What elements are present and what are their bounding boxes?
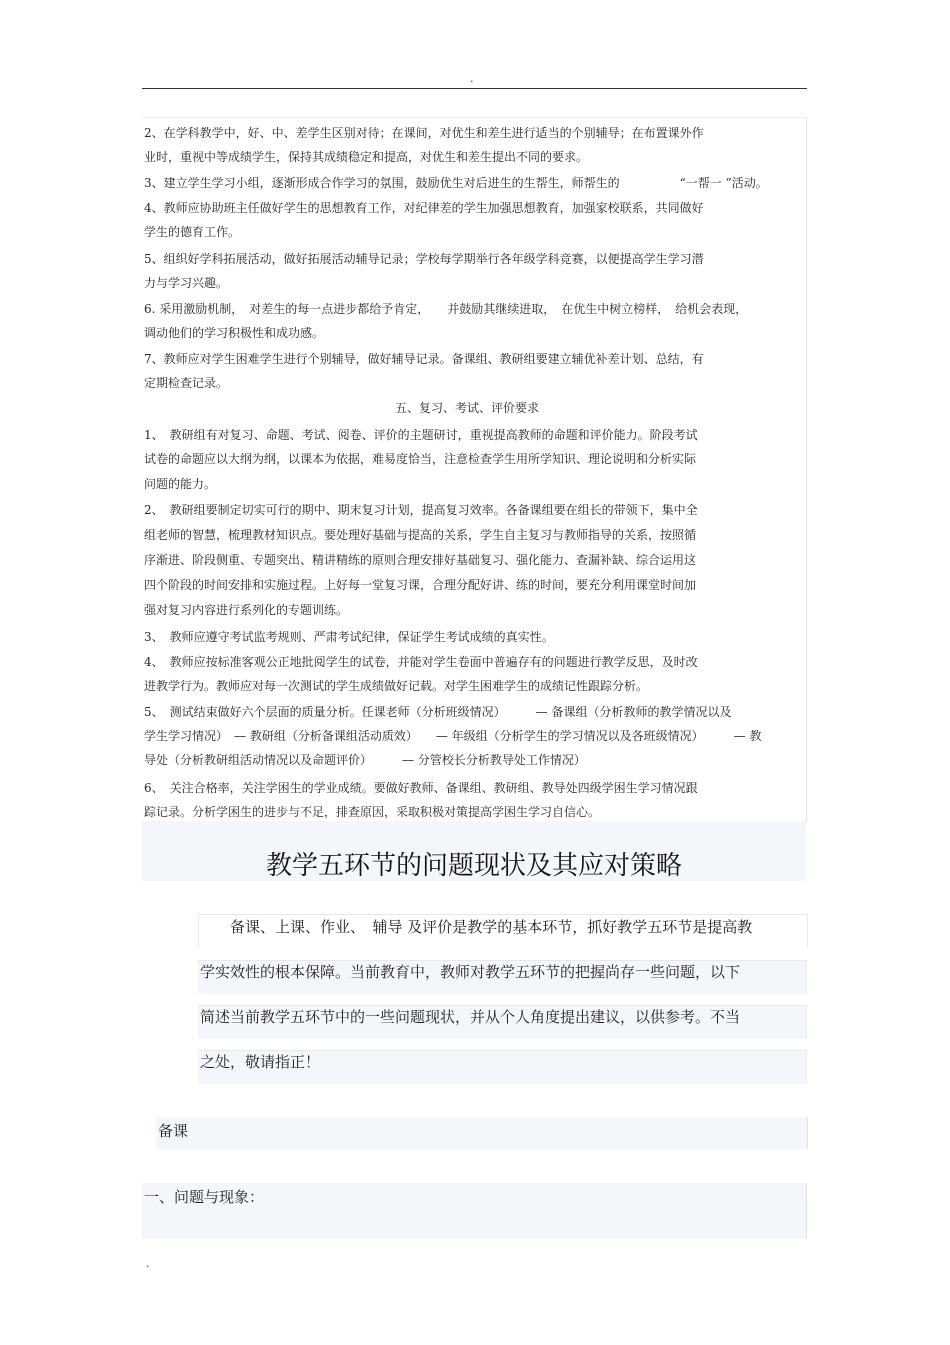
footer-mark: .	[146, 1257, 150, 1270]
intro-paragraph-line: 简述当前教学五环节中的一些问题现状，并从个人角度提出建议，以供参考。不当	[200, 1008, 741, 1026]
text-line: 四个阶段的时间安排和实施过程。上好每一堂复习课，合理分配好讲、练的时间，要充分利用课堂时间加	[144, 578, 697, 592]
intro-paragraph-line: 备课、上课、作业、 辅导 及评价是教学的基本环节，抓好教学五环节是提高教	[200, 918, 753, 936]
text-line: 2、在学科教学中，好、中、差学生区别对待；在课间，对优生和差生进行适当的个别辅导；在布置课外作	[144, 126, 704, 140]
text-line: 定期检查记录。	[144, 376, 229, 390]
text-line: 学生学习情况） — 教研组（分析备课组活动质效） — 年级组（分析学生的学习情况以及各班级情况） — 教	[144, 729, 762, 743]
text-line: 力与学习兴趣。	[144, 276, 229, 290]
text-line: 组老师的智慧，梳理教材知识点。要处理好基础与提高的关系，学生自主复习与教师指导的关系，按照循	[144, 528, 697, 542]
text-line: 踪记录。分析学困生的进步与不足，排查原因，采取积极对策提高学困生学习自信心。	[144, 805, 601, 819]
intro-paragraph-line: 学实效性的根本保障。当前教育中，教师对教学五环节的把握尚存一些问题，以下	[200, 963, 741, 981]
text-line: 导处（分析教研组活动情况以及命题评价） — 分管校长分析教导处工作情况）	[144, 753, 586, 767]
text-line: 2、 教研组要制定切实可行的期中、期末复习计划，提高复习效率。各备课组要在组长的带领下，集中全	[144, 503, 698, 517]
text-line: 6、 关注合格率，关注学困生的学业成绩。要做好教师、备课组、教研组、教导处四级学困生学习情况跟	[144, 781, 698, 795]
text-line: 序渐进、阶段侧重、专题突出、精讲精练的原则合理安排好基础复习、强化能力、查漏补缺、综合运用这	[144, 553, 697, 567]
text-line: 学生的德育工作。	[144, 225, 241, 239]
text-line: 1、 教研组有对复习、命题、考试、阅卷、评价的主题研讨，重视提高教师的命题和评价能力。阶段考试	[144, 428, 698, 442]
text-line: 5、 测试结束做好六个层面的质量分析。任课老师（分析班级情况） — 备课组（分析教师的教学情况以及	[144, 705, 732, 719]
text-line: 3、 教师应遵守考试监考规则、严肃考试纪律，保证学生考试成绩的真实性。	[144, 630, 554, 644]
text-line: 强对复习内容进行系列化的专题训练。	[144, 603, 349, 617]
text-line: 调动他们的学习积极性和成功感。	[144, 326, 325, 340]
subsection-title: 一、问题与现象：	[144, 1188, 265, 1206]
text-line: 问题的能力。	[144, 477, 217, 491]
intro-paragraph-line: 之处，敬请指正！	[200, 1053, 321, 1071]
header-rule	[142, 88, 807, 89]
section-title: 备课	[158, 1122, 189, 1140]
text-line: 7、教师应对学生困难学生进行个别辅导，做好辅导记录。备课组、教研组要建立辅优补差计划、总结，有	[144, 352, 704, 366]
text-line: 6. 采用激励机制， 对差生的每一点进步都给予肯定， 并鼓励其继续进取， 在优生中树立榜样， 给机会表现，	[144, 302, 748, 316]
text-line: 4、 教师应按标准客观公正地批阅学生的试卷，并能对学生卷面中普遍存有的问题进行教学反思，及时改	[144, 655, 698, 669]
section-band	[156, 1117, 808, 1149]
text-line: 3、建立学生学习小组，逐渐形成合作学习的氛围，鼓励优生对后进生的生帮生，师帮生的 “一帮一 ”活动。	[144, 176, 768, 190]
text-line: 业时，重视中等成绩学生，保持其成绩稳定和提高，对优生和差生提出不同的要求。	[144, 150, 589, 164]
section-heading: 五、复习、考试、评价要求	[394, 401, 539, 415]
text-line: 4、教师应协助班主任做好学生的思想教育工作，对纪律差的学生加强思想教育，加强家校联系，共同做好	[144, 201, 704, 215]
text-line: 试卷的命题应以大纲为纲，以课本为依据，难易度恰当，注意检查学生用所学知识、理论说明和分析实际	[144, 452, 697, 466]
document-title: 教学五环节的问题现状及其应对策略	[265, 851, 682, 881]
text-line: 5、组织好学科拓展活动，做好拓展活动辅导记录；学校每学期举行各年级学科竞赛，以便提高学生学习潜	[144, 252, 704, 266]
text-line: 进教学行为。教师应对每一次测试的学生成绩做好记载。对学生困难学生的成绩记性跟踪分析。	[144, 679, 649, 693]
header-mark: .	[470, 72, 474, 85]
